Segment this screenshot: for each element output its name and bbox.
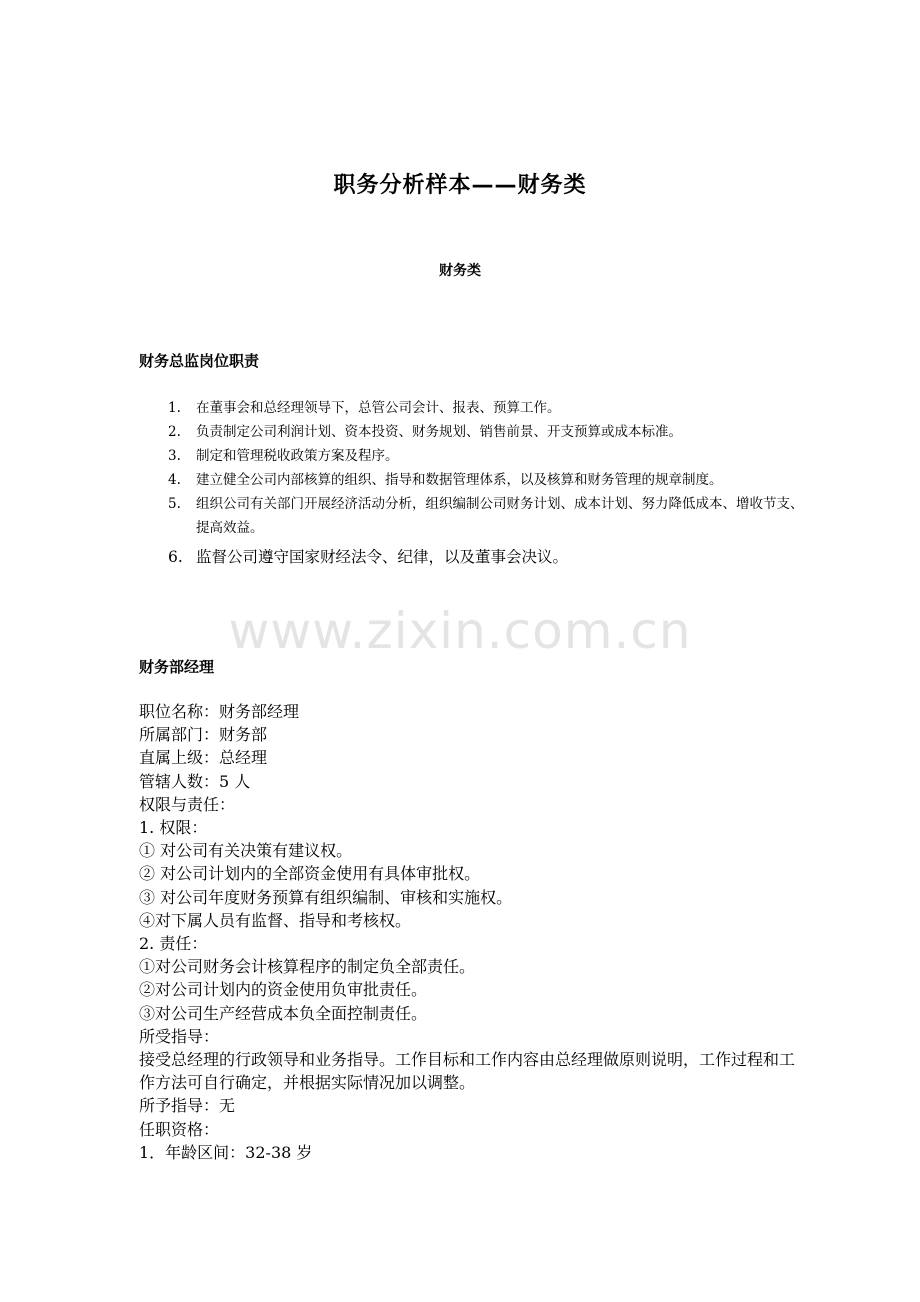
list-item-text: 制定和管理税收政策方案及程序。	[196, 448, 399, 464]
list-item-number: 1.	[168, 400, 181, 416]
text-line: 所受指导：	[139, 1026, 220, 1046]
text-line: ① 对公司有关决策有建议权。	[139, 841, 353, 861]
finance-manager-details	[139, 700, 799, 1164]
list-item	[168, 396, 808, 420]
text-line: ④对下属人员有监督、指导和考核权。	[139, 910, 412, 930]
text-line: 接受总经理的行政领导和业务指导。工作目标和工作内容由总经理做原则说明，工作过程和工作方法可自行确定，并根据实际情况加以调整。	[139, 1050, 796, 1093]
list-item-number: 4.	[168, 472, 181, 488]
text-line: 权限与责任：	[139, 794, 236, 814]
list-item-number: 5.	[168, 496, 181, 512]
text-line: ②对公司计划内的资金使用负审批责任。	[139, 980, 428, 1000]
list-item	[168, 420, 808, 444]
text-line: 所予指导：无	[139, 1096, 236, 1116]
watermark: www.zixin.com.cn	[228, 602, 692, 660]
list-item	[168, 544, 808, 570]
text-line: 所属部门：财务部	[139, 725, 268, 745]
list-item-number: 3.	[168, 448, 181, 464]
list-item-number: 2.	[168, 424, 181, 440]
document-title: 职务分析样本——财务类	[333, 173, 587, 198]
list-item	[168, 492, 808, 540]
list-item-number: 6.	[168, 548, 183, 566]
list-item-text: 组织公司有关部门开展经济活动分析，组织编制公司财务计划、成本计划、努力降低成本、增收节支、提高效益。	[196, 496, 804, 536]
document-subtitle: 财务类	[439, 263, 481, 279]
list-item-text: 建立健全公司内部核算的组织、指导和数据管理体系，以及核算和财务管理的规章制度。	[196, 472, 723, 488]
text-line: 任职资格：	[139, 1119, 220, 1139]
section-heading-finance-manager: 财务部经理	[139, 658, 215, 676]
text-line: 职位名称：财务部经理	[139, 702, 300, 721]
list-item-text: 监督公司遵守国家财经法令、纪律，以及董事会决议。	[196, 548, 569, 566]
text-line: ② 对公司计划内的全部资金使用有具体审批权。	[139, 864, 481, 884]
list-item-text: 在董事会和总经理领导下，总管公司会计、报表、预算工作。	[196, 400, 561, 416]
text-line: 管辖人数：5 人	[139, 771, 251, 791]
text-line: ③ 对公司年度财务预算有组织编制、审核和实施权。	[139, 887, 513, 907]
list-item	[168, 444, 808, 468]
section-heading-cfo-duties: 财务总监岗位职责	[139, 352, 260, 370]
list-item	[168, 468, 808, 492]
text-line: ③对公司生产经营成本负全面控制责任。	[139, 1003, 428, 1023]
text-line: 1. 权限：	[139, 818, 208, 838]
text-line: ①对公司财务会计核算程序的制定负全部责任。	[139, 957, 476, 977]
text-line: 2. 责任：	[139, 934, 208, 954]
text-line: 直属上级：总经理	[139, 748, 268, 768]
text-line: 1．年龄区间：32-38 岁	[139, 1142, 313, 1162]
list-item-text: 负责制定公司利润计划、资本投资、财务规划、销售前景、开支预算或成本标准。	[196, 424, 682, 440]
cfo-duty-list	[168, 396, 808, 570]
